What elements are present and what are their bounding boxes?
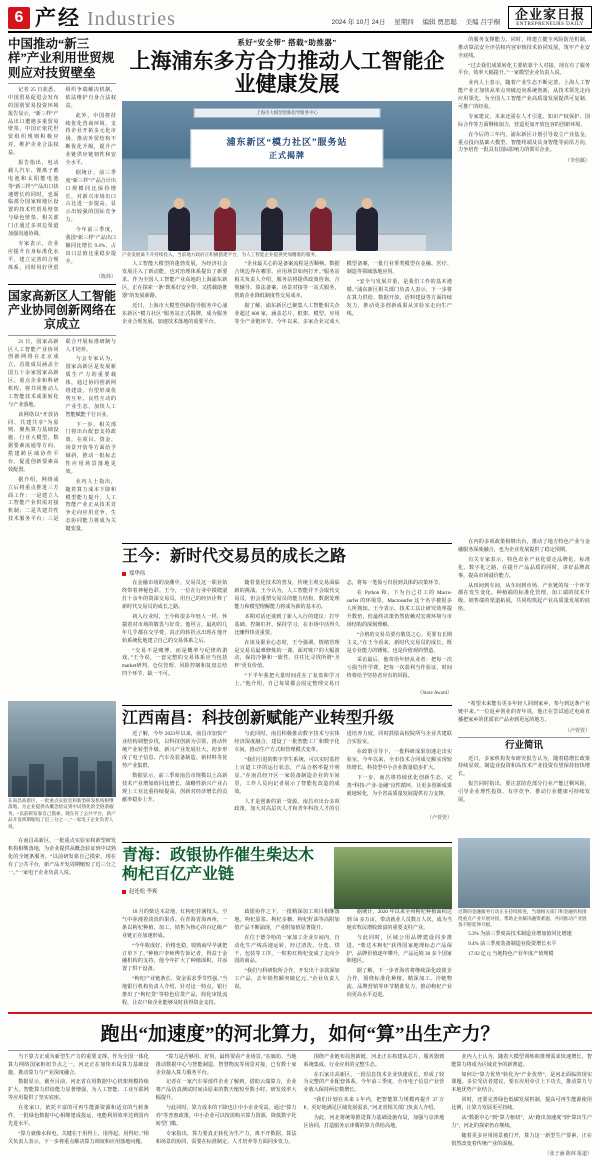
paragraph: 随着更多应用场景被打开，算力这一新型生产要素，正在悄然改变着传统产业的面貌。 xyxy=(451,1132,592,1147)
divider xyxy=(8,1050,592,1051)
left-column xyxy=(8,37,116,534)
divider xyxy=(8,335,116,336)
paragraph: 从田间到车间，从车间到市场，产业链的每一个环节都在发生变化。种植端的标准化管理、加工端的技术升级、销售端的渠道拓展，共同构筑起产业高质量发展的底座。 xyxy=(458,582,590,613)
byline-marker-icon xyxy=(122,890,126,894)
main-body xyxy=(122,261,452,326)
divider xyxy=(458,737,590,738)
photo-board-line2: 正式揭牌 xyxy=(268,150,305,160)
paragraph: 当下算力正成为新型生产力的重要支撑。作为全国一体化算力网络国家枢纽节点之一，河北正在加快布局算力基础设施，推动算力与产业深度融合。 xyxy=(8,1053,149,1076)
paragraph: “过去我们成果转化主要依靠个人对接，现在有了服务平台，效率大幅提升。”一家模型企业负责人说。 xyxy=(458,62,590,77)
byline-text: 赵连松 李爽 xyxy=(129,888,158,895)
paragraph: “算力是否够用、好用，最终要看产业场景。”在廊坊，当地推动数据中心与智能制造、智慧物流等场景对接，已有数十家企业接入算力服务平台。 xyxy=(155,1053,297,1076)
bottom-col-1 xyxy=(8,1054,149,1160)
paragraph: “我们与科研院所合作，开发出十多款深加工产品，去年销售额突破亿元。”企业负责人说。 xyxy=(234,968,340,991)
paragraph: 如何让“算力优势”转化为“产业优势”，是河北面临的现实课题。多位受访者建议，要在应用牵引上下功夫，推动算力与本地优势产业结合。 xyxy=(451,1071,592,1094)
jiangxi-photo xyxy=(8,701,116,797)
paragraph: 在 Python 和、下为自己打工的 Macro-surfer 的环境里，Macrosurfer 这个名字被很多人所熟知。王今表示，技术工具让研究效率提升数倍，但最终决策仍然依赖对宏观环境与市场结构的深刻理解。 xyxy=(346,590,452,628)
left-continued-body xyxy=(8,838,116,877)
paragraph: 业内人士表示，随着产业生态不断完善，上海人工智能产业正加快从单点突破迈向系统创新，从技术领先走向应用领先，为全国人工智能产业高质量发展提供可复制、可推广的经验。 xyxy=(458,80,590,111)
paragraph: “我们引进的数字孪生系统，可以实时监控上百道工序的运行状态，产品合格率提升明显。”在南昌经开区一家装备制造企业的车间里，工作人员向记者展示了智能化改造的成效。 xyxy=(234,757,340,795)
paragraph: 业内人士指出，随着算力成本下降和模型能力提升，人工智能产业正从技术竞争走向应用竞争，生态协同能力将成为关键变量。 xyxy=(65,478,116,533)
paragraph: 围绕产业链布局创新链，河北正在构建从芯片、服务器到系统集成、行业应用的完整生态。 xyxy=(303,1053,445,1068)
paragraph: 数据显示，截至目前，河北省在用数据中心机架规模持续扩大，智能算力供给能力显著增强，为人工智能、工业互联网等应用提供了坚实底座。 xyxy=(8,1079,149,1102)
right-column-fourth xyxy=(458,838,590,1008)
masthead-meta xyxy=(176,17,508,29)
paragraph: 同时，还要完善绿色低碳发展机制，提高可再生能源使用比例，让算力发展更可持续。 xyxy=(451,1097,592,1112)
right-mid-body xyxy=(458,539,590,614)
paragraph: 初入行业时，王今和很多年轻人一样，怀揣着对市场的敬畏与好奇。他坦言，最初的几年几乎都在交学费，真正的转折点出现在他开始系统化地建立自己的交易体系之后。 xyxy=(122,614,228,644)
byline-text: 郑华伟 xyxy=(129,571,146,578)
brief-body xyxy=(458,756,590,805)
middle-column xyxy=(122,37,452,534)
paragraph: 21 日，国家高新区人工智能产业协同创新网络在北京成立，首批成员涵盖全国五十余家国家高新区、重点企业和科研机构，将共同推动人工智能技术成果转化与产业落地。 xyxy=(8,338,59,408)
paragraph: 该网络以“开放协同、共建共享”为原则，聚焦算力基础设施、行业大模型、数据要素流通等方向，搭建跨区域协作平台，促进创新要素高效配置。 xyxy=(8,411,59,473)
paragraph: “合格的交易员要有敬畏之心，更要有长期主义。”在王今看来，新时代交易员的成长，既是专业能力的锤炼，也是价值观的塑造。 xyxy=(346,631,452,654)
paragraph: “我们计划在未来 3 年内，把智能算力规模再提升 37 万 P，更好地满足区域发展需求。”河北省相关部门负责人介绍。 xyxy=(303,1097,445,1112)
main-photo xyxy=(122,101,452,251)
paragraph: 在南昌高新区，一批重点实验室和新型研发机构相继落地，为企业提供从概念验证到中试熟化的全链条服务。“以前研发靠自己摸索，现在有了公共平台，新产品开发周期缩短了近三分之一。”一家电子企业负责人说。 xyxy=(8,838,116,876)
bottom-credit: （张子涵 陈林 报道） xyxy=(544,1151,592,1157)
wangjin-headline: 王今：新时代交易员的成长之路 xyxy=(122,548,347,566)
stat-line: 9.4% 前三季度装备制造业投资增长水平 xyxy=(468,941,557,948)
left-top-body xyxy=(8,87,116,272)
wangjin-byline xyxy=(122,569,452,577)
left-top-credit: （陈炜） xyxy=(95,274,116,280)
paragraph: 记者在一家汽车零部件企业了解到，借助云端算力，企业将产品仿真测试时间由原来的数天缩短至数小时，研发效率大幅提升。 xyxy=(155,1079,297,1102)
qinghai-byline xyxy=(122,887,328,895)
right-column-third xyxy=(458,701,590,833)
paragraph: 专家指出，算力要真正转化为生产力，离不开数据、算法和场景的协同，需要在标准制定、人才培养等方面同步发力。 xyxy=(155,1130,297,1145)
wangjin-article xyxy=(122,539,452,696)
paragraph: 今年前三季度，我国“新三样”产品出口额同比增长 9.4%，占出口总值比重稳步提升。 xyxy=(65,227,116,265)
paragraph: 专家建议，未来还需在人才引进、知识产权保护、国际合作等方面继续加力，营造更加开放包容的创新环境。 xyxy=(458,113,590,128)
right-photo xyxy=(458,838,590,908)
paragraph: 在金融市场的浪潮中，交易员这一职业始终带着神秘色彩。王今，一位在行业中摸爬滚打十余年的资深交易员，用自己的经历诠释了新时代交易员的成长之路。 xyxy=(122,580,228,611)
paragraph: 下一步，相关部门将出台配套支持政策，在项目、资金、场景开放等方面给予倾斜，推动一批标志性应用场景落地见效。 xyxy=(65,421,116,475)
paragraph: 报告指出，电动载人汽车、锂离子蓄电池和太阳能电池等“新三样”产品出口快速增长的同时，也面临部分国家和地区设置的技术性贸易壁垒与绿色壁垒。相关部门正通过多双边渠道加强沟通协调。 xyxy=(8,160,59,238)
issue-date: 2024 年 10月 24日 xyxy=(331,18,386,26)
paragraph: 记者 25 日获悉，中国贸易促进会发布的国别贸易投资环境报告显示，“新三样”产品出口遭遇多重贸易壁垒，中国正依托世贸组织规则积极应对，维护企业合法权益。 xyxy=(8,87,59,157)
brief-head: 行业简讯 xyxy=(504,740,543,751)
paragraph: “希望未来能有更多年轻人回到家乡，参与到这条产业链中来。”一位返乡创业的青年说，他正在尝试通过电商直播把家乡的优质农产品卖到更远的地方。 xyxy=(458,701,590,723)
paragraph: 在政策引导下，一批科研成果加速走出实验室。今年以来，全市技术合同成交额实现较快增长，科技型中小企业数量稳步扩大。 xyxy=(346,749,452,771)
designer-credit: 美编 吕宇桐 xyxy=(465,18,500,26)
jiangxi-photo-wrap xyxy=(8,701,116,833)
divider xyxy=(8,83,116,84)
photo-board xyxy=(190,129,383,168)
wangjin-credit: （Store Award） xyxy=(417,691,452,697)
paragraph: 在谈及职业心态时，王今强调，情绪管理是交易员最难修炼的一课。面对账户的大幅波动，保持冷静和一致性，往往比寻找所谓“圣杯”更有价值。 xyxy=(234,639,340,670)
divider xyxy=(122,543,452,544)
photo-figure xyxy=(356,207,378,251)
right-top-credit: （李佳蹊） xyxy=(564,159,590,165)
top-block xyxy=(8,37,592,534)
paragraph: 据统计，2020 年以来全州枸杞种植面积达到 50 多万亩，带动就业人员数万人次，成为当地农牧民增收致富的重要支柱产业。 xyxy=(346,909,452,931)
paragraph: 在张家口，依托丰富的可再生能源资源和适宜的气候条件，一批绿色数据中心相继建成投运，电能利用效率达到国内先进水平。 xyxy=(8,1105,149,1127)
right-numbers xyxy=(458,931,590,959)
stat-line: 17.92 亿元 当地特色产业年度产值规模 xyxy=(468,951,554,958)
jiangxi-headline: 江西南昌：科技创新赋能产业转型升级 xyxy=(122,710,395,728)
paragraph: 下一步，南昌将持续优化创新生态，完善“科技-产业-金融”良性循环，让更多创新成果就地转化，为全省高质量发展提供有力支撑。 xyxy=(346,774,452,797)
qinghai-photo xyxy=(334,847,452,909)
divider xyxy=(8,284,116,285)
jiangxi-photo-caption: 在南昌高新区，一批重点实验室和新型研发机构相继落地，为企业提供从概念验证到中试熟化的全链条服务。“以前研发靠自己摸索，现在有了公共平台，新产品开发周期缩短了近三分之一。”一家电子企业负责人说。 xyxy=(8,798,116,829)
wangjin-body xyxy=(122,580,452,689)
paragraph: 10 月的柴达木盆地，红枸杞挂满枝头，空气中弥漫着淡淡的果香。在青海省海西州，一条以枸杞种植、加工、销售为核心的百亿级产业链正在加速形成。 xyxy=(122,909,228,939)
paragraph: 与此同时，南昌积极推动数字技术与实体经济深度融合，建设了一批智能工厂和数字化车间，推动生产方式和管理模式变革。 xyxy=(234,731,340,754)
paragraph: 为此，河北将统筹推进算力基础设施布局，加强与京津地区协同，打造服务京津冀的算力供给高地。 xyxy=(303,1115,445,1129)
right-third-credit: （卢萱萱） xyxy=(564,728,590,734)
right-top-body xyxy=(458,37,590,155)
paragraph: 数据显示，前三季度南昌市规模以上高新技术产业增加值同比增长，战略性新兴产业占规上工业比重持续提高，创新对经济增长的贡献率稳步上升。 xyxy=(122,772,228,803)
jiangxi-credit: （卢萱萱） xyxy=(426,816,452,822)
bottom-body xyxy=(8,1054,592,1160)
divider xyxy=(8,1012,592,1014)
left-second-headline: 国家高新区人工智能产业协同创新网络在京成立 xyxy=(8,288,117,332)
paragraph: “企业最关心的是备案流程是否顺畅、数据合规边界在哪里、应用场景如何打开。”服务站相关负责人介绍，服务站将提供政策咨询、合规辅导、算法备案、场景对接等一站式服务，帮助企业降低制度性交易成本。 xyxy=(234,261,340,299)
second-band xyxy=(8,539,592,696)
divider xyxy=(122,705,452,706)
paper-name-en: ENTREPRENEURS DAILY xyxy=(516,21,584,27)
paragraph: 与会专家认为，国家高新区是发展新质生产力的重要载体，通过协同创新网络建设，有望形成优势互补、良性互动的产业生态，加快人工智能赋能千行百业。 xyxy=(65,356,116,418)
paragraph: 据了解，下一步青海省将继续深化政银企合作，围绕标准化种植、精深加工、冷链物流、品牌营销等环节精准发力，推动枸杞产业向更高水平迈进。 xyxy=(346,968,452,999)
right-column-top xyxy=(458,37,590,534)
paragraph: 报告同时指出，要注意防范部分行业产能过剩风险，引导企业理性投资、有序竞争，推动行业健康可持续发展。 xyxy=(458,781,590,804)
paragraph: “枸杞产业链条长、资金需求季节性强。”当地银行机构负责人介绍，针对这一特点，银行推出了“枸杞贷”等特色信贷产品，简化审批流程，让农户和企业能够及时获得资金支持。 xyxy=(122,976,228,1006)
photo-people-group xyxy=(122,193,452,251)
fourth-left-spacer xyxy=(8,838,116,1008)
photo-figure xyxy=(168,207,190,251)
paragraph: 近日，上海市大模型创新指导服务中心浦东新区“模力社区”服务站正式揭牌，成为服务企业合规发展、加速技术落地的重要平台。 xyxy=(122,302,228,325)
section-number-badge: 6 xyxy=(8,7,30,29)
paragraph: 人才是创新的第一资源。南昌市出台多项政策，加大对高层次人才和青年科技人才的引进培养力度，同时鼓励高校院所与企业共建联合实验室。 xyxy=(234,731,452,813)
right-photo-caption: 近期的金融服务行动正在持续推进，当地相关部门和金融机构围绕重点产业开展对接，帮助企业解决融资难题，共同推动产业链条不断延伸升级。 xyxy=(458,909,587,927)
issue-weekday: 星期四 xyxy=(394,18,414,26)
bottom-col-4 xyxy=(451,1054,592,1160)
paragraph: 在今后的三年内，浦东新区计划引导设立产业基金，重点投向基础大模型、智能终端及具身智能等前沿方向，力争培育一批具有国际影响力的领军企业。 xyxy=(458,131,590,154)
bottom-col-2 xyxy=(156,1054,297,1160)
paragraph: 在位于德令哈的一家加工企业车间内，自动化生产线高速运转，经过清洗、分选、烘干、包装等工序，一粒粒红枸杞变成了走向全国的商品。 xyxy=(234,934,340,965)
jiangxi-article xyxy=(122,701,452,833)
paragraph: “算力就像水和电，关键在于用得上、用得起、用得好。”相关负责人表示，下一步将重点解决算力调度和应用落地问题。 xyxy=(8,1130,149,1145)
qinghai-headline: 青海：政银协作催生柴达木枸杞百亿产业链 xyxy=(122,847,315,883)
section-title-cn: 产经 xyxy=(35,5,81,30)
main-photo-caption: 产业发展离不开持续投入，当前地方政府正积极搭建平台，为人工智能企业提供更加精准的服务。 xyxy=(122,251,320,257)
paragraph: 在内的多项政策相继出台，推动了地方特色产业与金融服务深度融合，也为企业发展提供了稳定预期。 xyxy=(458,539,590,553)
photo-figure xyxy=(214,207,236,251)
paragraph: “今年收成好，价格也稳，收购商早早就把订单下了。”种植户李师傅告诉记者，得益于金融机构的支持，他今年扩大了种植面积，并添置了烘干设备。 xyxy=(122,942,228,973)
photo-buildings xyxy=(8,744,116,797)
paragraph: “交易不是赌博，而是概率与纪律的游戏。”王今说，一套完整的交易体系应当包括market研判、仓位管理、风险控制和复盘总结四个环节，缺一不可。 xyxy=(122,647,228,678)
divider xyxy=(122,842,452,843)
main-kicker: 系好“安全带” 搭载“助推器” xyxy=(237,37,337,47)
paragraph: 政银协作之下，一批精深加工项目相继落地。枸杞原浆、枸杞多糖、枸杞籽油等高附加值产品不断涌现，产业附加值显著提升。 xyxy=(234,909,340,931)
paragraph: 的服务支撑能力。同时，将建立健全风险防范机制，推动算法安全评估和内容审核技术协同发展，筑牢产业安全底线。 xyxy=(458,36,590,59)
third-band xyxy=(8,701,592,833)
main-headline: 上海浦东多方合力推动人工智能企业健康发展 xyxy=(129,48,445,97)
paragraph: 与此同时，区域公用品牌建设同步推进。“柴达木枸杞”获得国家地理标志产品保护，品牌价值逐年攀升，产品远销 30 多个国家和地区。 xyxy=(346,934,452,965)
paragraph: “下半年我把大量时间花在了复盘和学习上。”他介绍，自己每周都会固定整理交易日志，将每一笔盈亏归因到具体的决策环节。 xyxy=(234,580,444,688)
photo-figure xyxy=(261,207,283,251)
paragraph: 此外，中国将持续优化营商环境，支持企业开拓多元化市场，推动外贸结构不断优化升级，提升产业链供应链韧性和安全水平。 xyxy=(65,112,116,167)
paragraph: 业内人士认为，随着大模型训练和推理需求快速增长，智能算力将成为区域竞争的新赛道。 xyxy=(451,1053,592,1068)
qinghai-article xyxy=(122,838,452,1008)
photo-figure xyxy=(310,207,332,251)
stat-line: 5.3% 为前三季度高技术制造业增加值同比增速 xyxy=(468,931,572,938)
photo-banner-text: 上海市大模型创新指导服务中心 xyxy=(194,108,381,118)
byline-marker-icon xyxy=(122,572,126,576)
paper-name-cn: 企业家日报 xyxy=(514,7,585,22)
paragraph: 与此同时，算力成本的下降也让中小企业受益。通过“算力券”等普惠政策，中小企业可以按需购买算力资源，降低数字化转型门槛。 xyxy=(155,1105,297,1127)
paragraph: “安全与发展并重，是我们工作的基本遵循。”浦东新区相关部门负责人表示，下一步将在算力供给、数据开放、语料建设等方面持续发力，推动更多创新成果从实验室走向生产线。 xyxy=(346,279,452,317)
paragraph: 近了解，今年 2023年以来，南昌市加快产业结构调整步伐，以科技创新为引领，推动传统产业转型升级、新兴产业发展壮大，初步形成了电子信息、汽车及装备制造、新材料等优势产业集群。 xyxy=(122,731,228,769)
paragraph: 从“数据中心”到“算力枢纽”，从“跑出加速度”到“算出生产力”，河北的探索仍在继续。 xyxy=(451,1115,592,1129)
paragraph: 近日，多家机构发布研究报告认为，随着稳增长政策持续显效，制造业投资和高技术产业投资有望保持较快增长。 xyxy=(458,755,590,778)
left-top-headline: 中国推动“新三样”产业利用世贸规则应对技贸壁垒 xyxy=(8,36,115,80)
photo-board-line1: 浦东新区“模力社区”服务站 xyxy=(226,136,348,147)
right-column-mid xyxy=(458,539,590,696)
jiangxi-body xyxy=(122,731,452,814)
paragraph: 人工智能大模型的蓬勃发展，为经济社会发展注入了新动能，也对治理体系提出了新要求。作为全国人工智能产业高地的上海浦东新区，正在探索一条“既系好安全带、又搭载助推器”的发展新路。 xyxy=(122,261,228,299)
paragraph: 据统计，前三季度“新三样”产品合计出口规模同比保持增长，对新兴市场出口占比进一步提高，显示出较强的国际竞争力。 xyxy=(65,169,116,224)
masthead xyxy=(8,6,592,33)
paragraph: 采访最后，他寄语年轻从业者：把每一次亏损当作学费，把每一次盈利当作验证，时间终将给予坚持者应有的回报。 xyxy=(346,657,452,680)
editor-credit: 编辑 贾思聪 xyxy=(422,18,457,26)
paper-logo xyxy=(508,6,592,29)
paragraph: 专家表示，企业应提升自身标准化水平，建立完善的合规体系，同时用好世贸组织争端解决机制，依法维护自身合法权益。 xyxy=(8,87,116,271)
fourth-band xyxy=(8,838,592,1008)
qinghai-body xyxy=(122,909,452,1008)
paragraph: 在石家庄高新区，一批信息技术企业快速成长，形成了较为完整的产业配套体系。今年前三季度，全市电子信息产业营业收入保持两位数增长。 xyxy=(303,1071,445,1094)
paragraph: 有关专家表示，特色农业产业化要走品牌化、标准化、数字化之路，在提升产品品质的同时，讲好品牌故事，提高市场溢价能力。 xyxy=(458,556,590,579)
section-title-en: Industries xyxy=(87,7,176,30)
bottom-headline: 跑出“加速度”的河北算力，如何“算”出生产力？ xyxy=(100,1023,500,1045)
paragraph: 本期对话还谈到了新人入行的建议：打牢基础、控制杠杆、保持学习，在市场中活得久比赚得快更重要。 xyxy=(234,614,340,636)
second-band-spacer xyxy=(8,539,116,696)
paragraph: 据介绍，网络成立后将重点推进三方面工作：一是建立人工智能产业供需对接机制；二是共建共性技术服务平台；三是联合开展标准研制与人才培养。 xyxy=(8,338,116,523)
bottom-col-3 xyxy=(304,1054,445,1160)
paragraph: 随着量化技术的普及，传统主观交易面临新的挑战。王今认为，人工智能并不会取代交易员，但会重塑交易员的能力结构，数据处理能力和模型理解能力将成为新的基本功。 xyxy=(234,580,340,611)
left-second-body xyxy=(8,339,116,534)
paragraph: 据了解，浦东新区已聚集人工智能相关企业超过 600 家，涵盖芯片、框架、模型、应用等全产业链环节。今年以来，多家企业完成大模型备案，一批行业垂类模型在金融、医疗、制造等领域落地应用。 xyxy=(234,261,452,325)
right-third-body xyxy=(458,701,590,725)
